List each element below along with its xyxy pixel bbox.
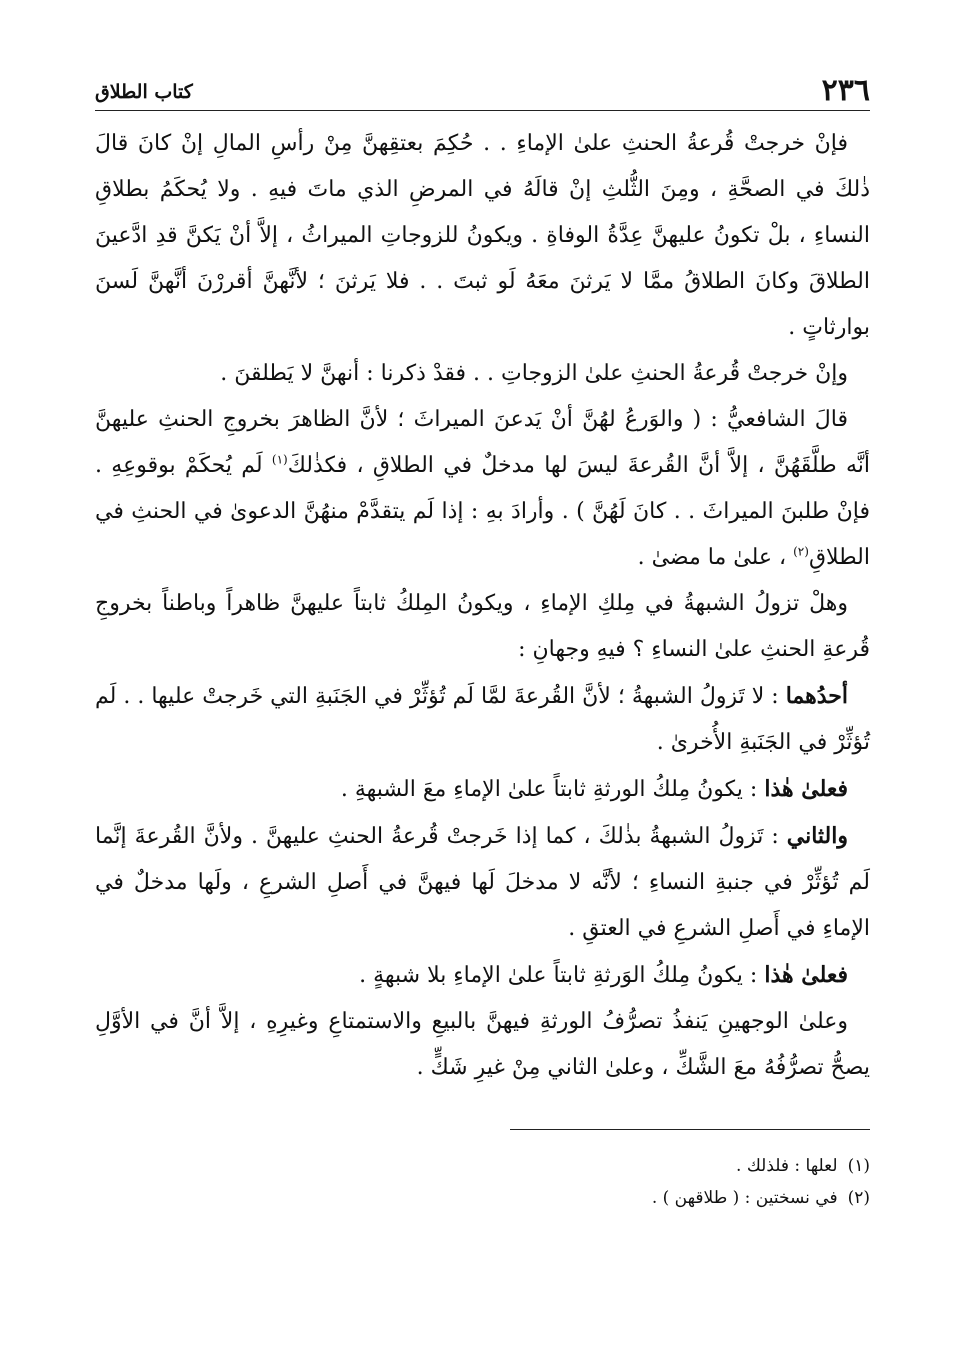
paragraph-text: ، علىٰ ما مضىٰ . [637,545,794,570]
paragraph-text: فإنْ خرجتْ قُرعةُ الحنثِ علىٰ الإماءِ . . حُكِمَ بعتقِهنَّ مِنْ رأسِ المالِ إنْ كانَ قالَ ذٰلكَ في الصحَّةِ ، ومِنَ الثُّلثِ إنْ قالَهُ في المرضِ الذي ماتَ فيهِ . ولا يُحكَمُ بطلاقِ النساءِ ، بلْ تكونُ عليهنَّ عِدَّةُ الوفاةِ . ويكونُ للزوجاتِ الميراثُ ، إلاَّ أنْ يَكنَّ قدِ ادَّعينَ الطلاقَ وكانَ الطلاقُ ممَّا لا يَرثنَ معَهُ لَو ثبتَ . . فلا يَرثنَ ؛ لأنَّهنَّ أقررْنَ أنَّهنَّ لَسنَ بوارثاتٍ . [95,131,870,340]
paragraph [95,999,870,1091]
paragraph-lead: فعلىٰ هٰذا [764,962,848,988]
paragraph [95,121,870,351]
paragraph-text: وعلىٰ الوجهينِ يَنفذُ تصرُّفُ الورثةِ فيهنَّ بالبيعِ والاستمتاعِ وغيرِهِ ، إلاَّ أنَّ في الأوَّلِ يصحُّ تصرُّفُهُ معَ الشَّكِّ ، وعلىٰ الثاني مِنْ غيرِ شَكٍّ . [95,1009,870,1080]
footnote-number: (١) [847,1156,870,1176]
footnote-divider [510,1129,870,1130]
footnote-number: (٢) [847,1188,870,1208]
paragraph-lead: والثاني [786,823,848,849]
running-title: كتاب الطلاق [95,81,193,103]
paragraph-lead: فعلىٰ هٰذا [764,776,848,802]
footnote-text: في نسختين : ( طلاقهن ) . [651,1188,838,1208]
paragraph-text: قالَ الشافعيُّ : ( والوَرعُ لهُنَّ أنْ يَدعنَ الميراثَ ؛ لأنَّ الظاهرَ بخروجِ الحنثِ عليهنَّ أنَّه طلَّقَهُنَّ ، إلاَّ أنَّ القُرعةَ ليسَ لها مدخلٌ في الطلاقِ ، فكذٰلكَ [95,407,871,478]
footnote-marker-1[interactable]: (١) [271,452,288,467]
footnotes [95,1150,870,1214]
paragraph [95,673,870,766]
book-page [95,72,870,1312]
footnote-2 [95,1182,870,1214]
paragraph-text: وإنْ خرجتْ قُرعةُ الحنثِ علىٰ الزوجاتِ . . فقدْ ذكرنا : أنهنَّ لا يَطلقنَ . [220,361,848,386]
paragraph [95,351,870,397]
page-header [95,72,870,111]
paragraph [95,766,870,813]
paragraph-text: وهلْ تزولُ الشبهةُ في مِلكِ الإماءِ ، ويكونُ المِلكُ ثابتاً عليهنَّ ظاهراً وباطناً بخروجِ قُرعةِ الحنثِ علىٰ النساءِ ؟ فيهِ وجهانِ : [95,591,870,662]
page-number: ٢٣٦ [821,73,870,108]
main-text [95,121,870,1091]
paragraph-text: : يكونُ مِلكُ الوَرثةِ ثابتاً علىٰ الإماءِ بلا شبهةٍ . [359,963,765,988]
paragraph [95,952,870,999]
paragraph-text: لَم يُحكَمْ بوقوعِهِ . فإنْ طلبنَ الميراثَ . . كانَ لَهُنَّ ) . وأرادَ بهِ : إذا لَم يتقدَّمْ منهُنَّ الدعوىٰ في الحنثِ في الطلاقِ [95,453,870,570]
footnote-text: لعلها : فلذلك . [736,1156,838,1176]
paragraph-text: : لا تَزولُ الشبهةُ ؛ لأنَّ القُرعةَ لمَّا لَم تُؤثِّرْ في الجَنَبةِ التي خَرجتْ عليها . . لَم تُؤثِّرْ في الجَنَبةِ الأُخرىٰ . [95,684,870,755]
paragraph-text: : يكونُ مِلكُ الورثةِ ثابتاً علىٰ الإماءِ معَ الشبهةِ . [340,777,765,802]
paragraph-lead: أحدُهما [785,683,848,709]
footnote-marker-2[interactable]: (٢) [793,544,809,559]
paragraph-with-footnotes [95,397,870,581]
paragraph-text: : تَزولُ الشبهةُ بذٰلكَ ، كما إذا خَرجتْ قُرعةُ الحنثِ عليهنَّ . ولأنَّ القُرعةَ إنَّما لَم تُؤثِّرْ في جنبةِ النساءِ ؛ لأنَّه لا مدخلَ لَها فيهنَّ في أَصلِ الشرعِ ، ولَها مدخلٌ في الإماءِ في أَصلِ الشرعِ في العتقِ . [95,824,870,941]
paragraph [95,813,870,952]
footnote-1 [95,1150,870,1182]
paragraph [95,581,870,673]
